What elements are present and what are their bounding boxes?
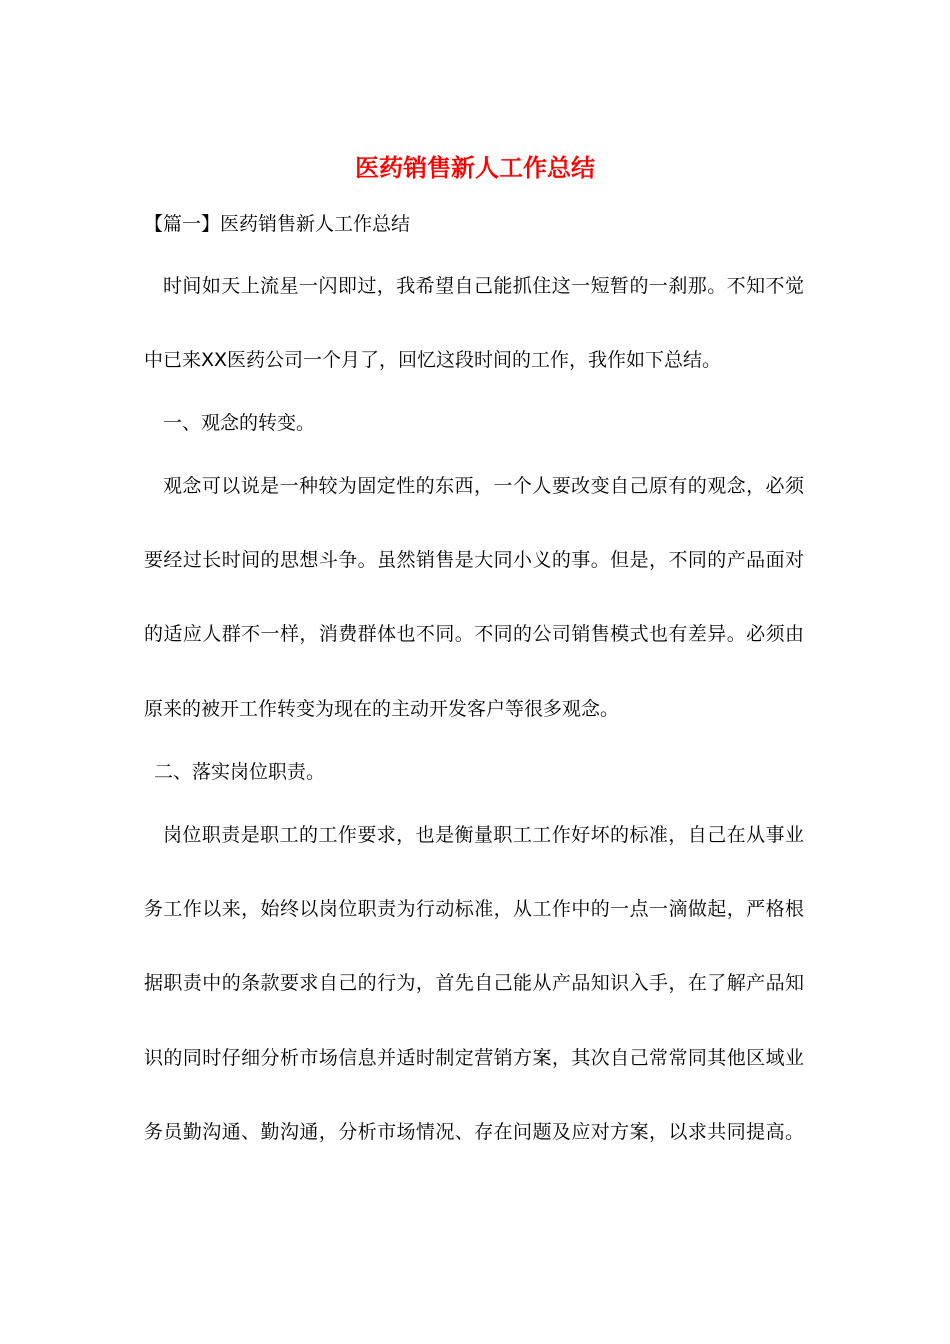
subheading-concept-change: 一、观念的转变。 bbox=[163, 412, 316, 434]
paragraph-line: 务工作以来，始终以岗位职责为行动标准，从工作中的一点一滴做起，严格根 bbox=[144, 898, 804, 920]
paragraph-line: 岗位职责是职工的工作要求，也是衡量职工工作好坏的标准，自己在从事业 bbox=[163, 824, 804, 846]
document-title: 医药销售新人工作总结 bbox=[355, 153, 595, 182]
paragraph-line: 务员勤沟通、勤沟通，分析市场情况、存在问题及应对方案，以求共同提高。 bbox=[144, 1121, 804, 1143]
paragraph-line: 时间如天上流星一闪即过，我希望自己能抓住这一短暂的一刹那。不知不觉 bbox=[163, 275, 804, 297]
paragraph-line: 识的同时仔细分析市场信息并适时制定营销方案，其次自己常常同其他区域业 bbox=[144, 1047, 804, 1069]
paragraph-line: 的适应人群不一样，消费群体也不同。不同的公司销售模式也有差异。必须由 bbox=[144, 623, 804, 645]
paragraph-line: 中已来XX医药公司一个月了，回忆这段时间的工作，我作如下总结。 bbox=[144, 349, 722, 371]
paragraph-line: 据职责中的条款要求自己的行为，首先自己能从产品知识入手，在了解产品知 bbox=[144, 972, 804, 994]
paragraph-line: 观念可以说是一种较为固定性的东西，一个人要改变自己原有的观念，必须 bbox=[163, 475, 804, 497]
section-heading: 【篇一】医药销售新人工作总结 bbox=[144, 213, 411, 235]
subheading-job-responsibility: 二、落实岗位职责。 bbox=[154, 761, 326, 783]
paragraph-line: 要经过长时间的思想斗争。虽然销售是大同小义的事。但是，不同的产品面对 bbox=[144, 549, 804, 571]
paragraph-line: 原来的被开工作转变为现在的主动开发客户等很多观念。 bbox=[144, 698, 620, 720]
